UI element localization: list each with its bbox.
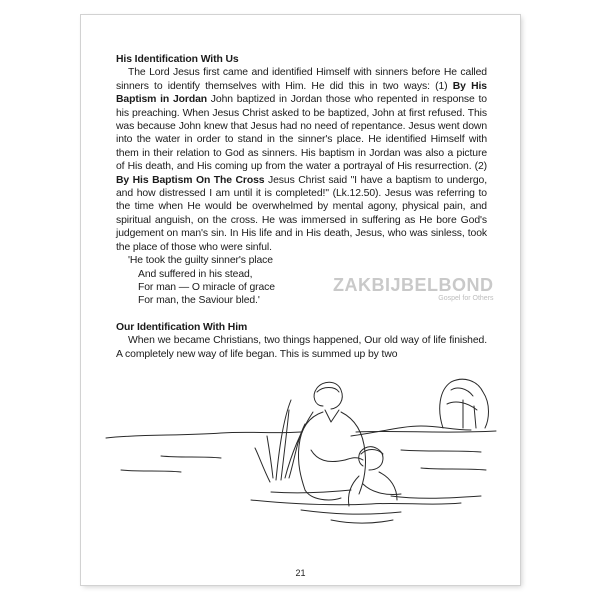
watermark-text: ZAKBIJBELBOND <box>333 275 494 295</box>
hymn-line: For man — O miracle of grace <box>138 281 275 293</box>
bold-phrase-baptism-jordan: By His Baptism in Jordan <box>116 80 487 106</box>
section-heading-our-identification: Our Identification With Him <box>116 321 248 333</box>
hymn-line: For man, the Saviour bled.' <box>138 295 260 307</box>
book-page <box>81 15 520 585</box>
bold-phrase-baptism-cross: By His Baptism On The Cross <box>116 174 265 186</box>
section-heading-identification-with-us: His Identification With Us <box>116 54 239 65</box>
page-text <box>116 53 487 361</box>
page-number: 21 <box>295 568 306 578</box>
paragraph-text: The Lord Jesus first came and identified Himself with sinners before He called sinners to identify themselves with Him. He did this in two ways: (1) <box>116 67 487 92</box>
hymn-line: 'He took the guilty sinner's place <box>128 255 273 267</box>
baptism-illustration <box>101 360 501 550</box>
hymn-line: And suffered in his stead, <box>138 268 253 280</box>
paragraph-new-life: When we became Christians, two things happened, Our old way of life finished. A completely new way of life began. This is summed up by two <box>116 335 487 360</box>
watermark-logo <box>333 276 494 303</box>
watermark-subtext: Gospel for Others <box>438 295 494 302</box>
paragraph-baptism <box>116 66 487 254</box>
paragraph-text: John baptized in Jordan those who repented in response to his preaching. When Jesus Christ asked to be baptized, John at first refused. This was because John knew that Jesus had no need of repentance. Jesus went down into the water in order to stand in the sinner's place. He identified Himself with them in their relation to God as sinners. His baptism in Jordan was also a picture of His death, and His coming up from the water a portrayal of His resurrection. (2) <box>116 94 487 173</box>
paragraph-text: Jesus Christ said "I have a baptism to undergo, and how distressed I am until it is completed!" (Lk.12.50). Jesus was referring to the time when He would be overwhelmed by mental agony, physical pain, and spiritual anguish, on the cross. He was immersed in suffering as He bore God's judgement on man's sin. In His life and in His death, Jesus, who was sinless, took the place of those who were sinful. <box>116 174 487 253</box>
